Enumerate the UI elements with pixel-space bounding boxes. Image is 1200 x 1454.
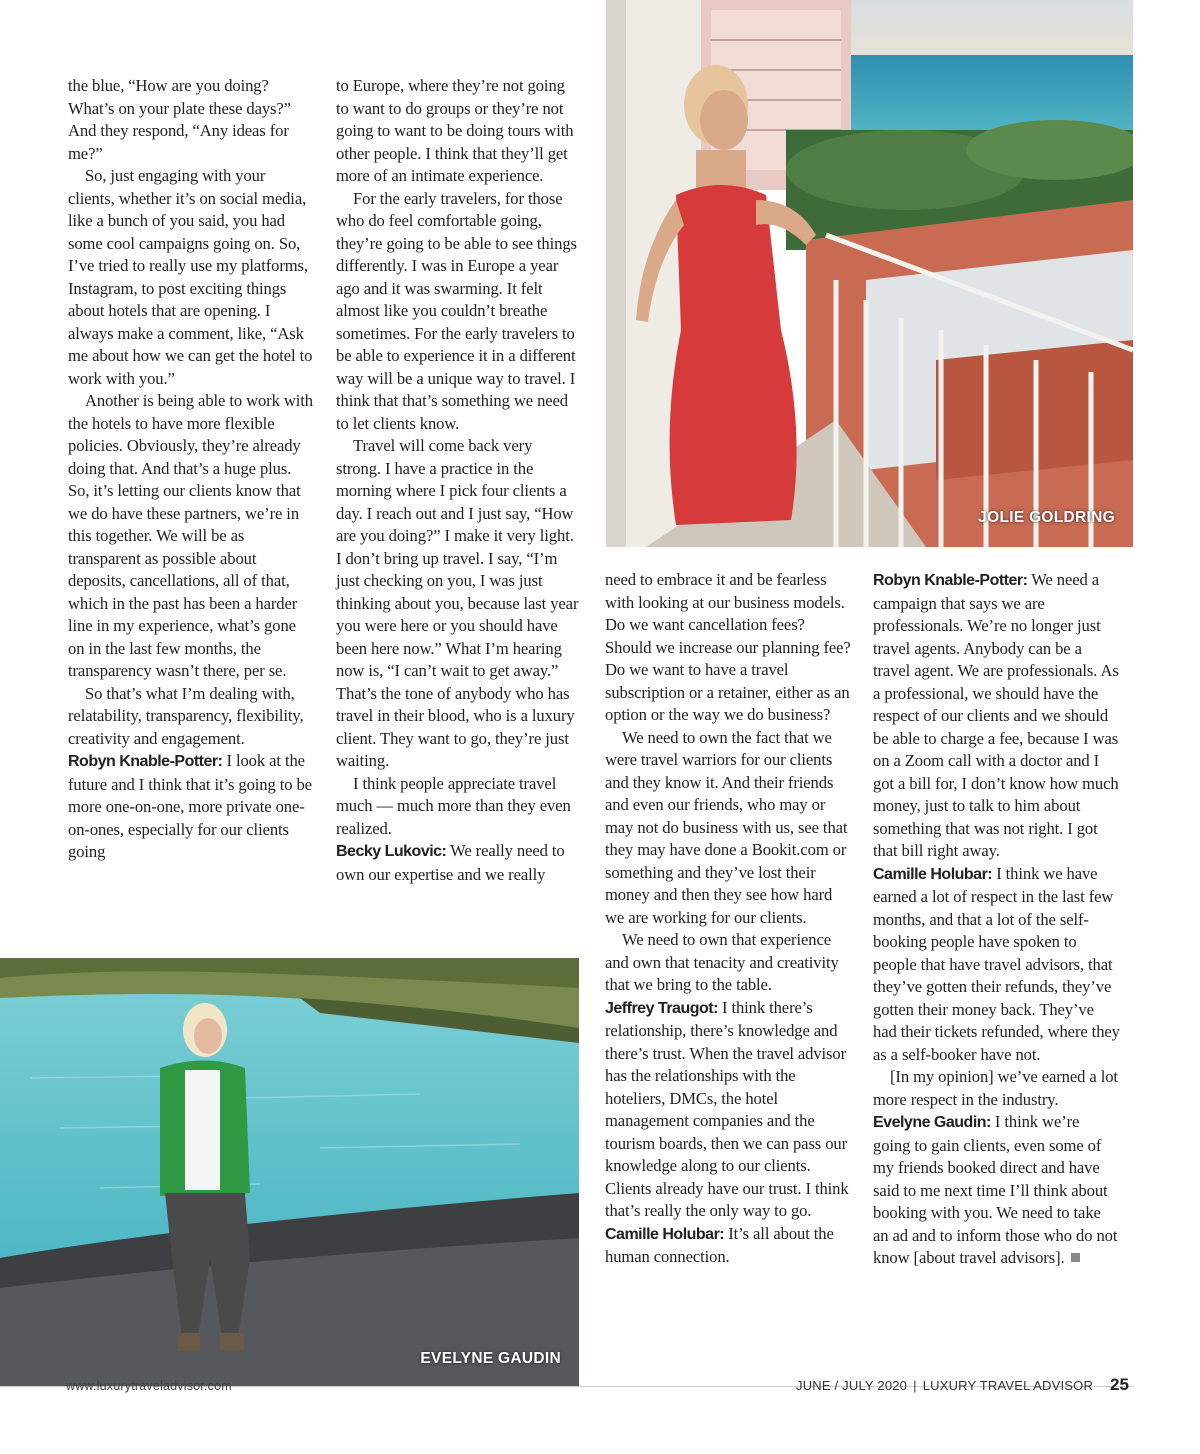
paragraph — [873, 863, 1120, 1067]
paragraph-text: We need a campaign that says we are professionals. We’re no longer just travel agents. Anybody can be a travel agent. We are professionals. As a professional, we should have the respect of our clients and we should be able to charge a fee, because I was on a Zoom call with a doctor and I got a bill for, I don’t know how much money, just to talk to him about something that was not right. I got that bill right away. — [873, 570, 1119, 860]
paragraph — [605, 929, 852, 997]
article-column-1 — [68, 75, 315, 864]
speaker-name: Robyn Knable-Potter: — [68, 753, 223, 770]
paragraph-text: So that’s what I’m dealing with, relatability, transparency, flexibility, creativity and engagement. — [68, 683, 304, 748]
speaker-name: Jeffrey Traugot: — [605, 999, 718, 1017]
paragraph — [605, 997, 852, 1223]
speaker-name: Camille Holubar: — [605, 1225, 725, 1243]
paragraph — [336, 840, 581, 886]
paragraph-text: to Europe, where they’re not going to want to do groups or they’re not going to want to be doing tours with other people. I think that they’ll get more of an intimate experience. — [336, 76, 574, 185]
footer-separator: | — [913, 1378, 917, 1393]
article-column-2 — [336, 75, 581, 886]
speaker-name: Camille Holubar: — [873, 865, 993, 883]
paragraph-text: For the early travelers, for those who do feel comfortable going, they’re going to be able to see things differently. I was in Europe a year ago and it was swarming. It felt almost like you couldn’t breathe sometimes. For the early travelers to be able to experience it in a different way will be a unique way to travel. I think that that’s something we need to let clients know. — [336, 188, 577, 433]
photo-caption-bottom: EVELYNE GAUDIN — [420, 1350, 561, 1367]
paragraph-text: Another is being able to work with the hotels to have more flexible policies. Obviously, they’re already doing that. And that’s a huge plus. So, it’s letting our clients know that we do have these partners, we’re in this together. We will be as transparent as possible about deposits, cancellations, all of that, which in the past has been a harder line in my experience, what’s gone on in the last few months, the transparency wasn’t there, per se. — [68, 391, 313, 680]
paragraph-text: Travel will come back very strong. I have a practice in the morning where I pick four clients a day. I reach out and I just say, “How are you doing?” I make it very light. I don’t bring up travel. I say, “I’m just checking on you, I was just thinking about you, because last year you were here or you should have been here now.” What I’m hearing now is, “I can’t wait to get away.” That’s the tone of anybody who has travel in their blood, who is a luxury client. They want to go, they’re just waiting. — [336, 436, 579, 770]
paragraph-text: It’s all about the human connection. — [605, 1223, 834, 1266]
footer-url[interactable]: www.luxurytraveladvisor.com — [66, 1379, 232, 1393]
speaker-name: Evelyne Gaudin: — [873, 1114, 991, 1131]
paragraph — [336, 435, 581, 773]
paragraph-text: We need to own the fact that we were travel warriors for our clients and they know it. And their friends and even our friends, who may or may not do business with us, see that they may have done a Bookit.com or something and they’ve lost their money and then they see how hard we are working for our clients. — [605, 727, 848, 927]
paragraph — [605, 727, 852, 930]
speaker-name: Robyn Knable-Potter: — [873, 572, 1028, 589]
page-number: 25 — [1110, 1375, 1129, 1394]
photo-evelyne-gaudin — [0, 958, 579, 1386]
paragraph-text: I think we’re going to gain clients, even some of my friends booked direct and have said to me next time I’ll think about booking with you. We need to take an ad and to inform those who do not know [about travel advisors]. — [873, 1112, 1118, 1267]
paragraph-text: So, just engaging with your clients, whether it’s on social media, like a bunch of you said, you had some cool campaigns going on. So, I’ve tried to really use my platforms, Instagram, to post exciting things about hotels that are opening. I always make a comment, like, “Ask me about how we can get the hotel to work with you.” — [68, 166, 313, 388]
paragraph — [68, 683, 315, 751]
footer-issue — [796, 1378, 1093, 1393]
paragraph — [605, 1223, 852, 1269]
paragraph-text: I think there’s relationship, there’s knowledge and there’s trust. When the travel advisor has the relationships with the hoteliers, DMCs, the hotel management companies and the tourism boards, then we can pass our knowledge along to our clients. Clients already have our trust. I think that’s really the only way to go. — [605, 997, 849, 1220]
paragraph-text: We need to own that experience and own that tenacity and creativity that we bring to the table. — [605, 930, 839, 994]
paragraph — [68, 390, 315, 683]
paragraph-text: the blue, “How are you doing? What’s on your plate these days?” And they respond, “Any ideas for me?” — [68, 76, 291, 163]
paragraph-text: I look at the future and I think that it’s going to be more one-on-one, more private one-on-ones, especially for our clients going — [68, 751, 312, 861]
paragraph-text: We really need to own our expertise and we really — [336, 841, 565, 884]
photo-caption-top: JOLIE GOLDRING — [978, 509, 1115, 526]
photo-jolie-goldring — [606, 0, 1133, 547]
paragraph-text: [In my opinion] we’ve earned a lot more respect in the industry. — [873, 1067, 1118, 1109]
paragraph — [68, 165, 315, 390]
paragraph — [336, 75, 581, 188]
issue-date: JUNE / JULY 2020 — [796, 1378, 908, 1393]
article-column-3 — [605, 569, 852, 1269]
paragraph — [605, 569, 852, 727]
paragraph-text: need to embrace it and be fearless with looking at our business models. Do we want cancellation fees? Should we increase our planning fee? Do we want to have a travel subscription or a retainer, either as an option or the way we do business? — [605, 570, 851, 724]
article-column-4 — [873, 569, 1120, 1270]
paragraph — [873, 1111, 1120, 1270]
paragraph — [336, 773, 581, 841]
paragraph — [68, 750, 315, 864]
paragraph — [68, 75, 315, 165]
end-of-article-mark — [1071, 1253, 1080, 1262]
paragraph-text: I think we have earned a lot of respect in the last few months, and that a lot of the self-booking people have spoken to people that have travel advisors, that they’ve gotten their refunds, they’ve gotten their money back. They’ve had their tickets refunded, where they as a self-booker have not. — [873, 863, 1120, 1064]
paragraph-text: I think people appreciate travel much — much more than they even realized. — [336, 773, 571, 838]
speaker-name: Becky Lukovic: — [336, 843, 447, 860]
paragraph — [873, 1066, 1120, 1111]
publication-name: LUXURY TRAVEL ADVISOR — [922, 1378, 1094, 1393]
paragraph — [873, 569, 1120, 863]
paragraph — [336, 188, 581, 436]
